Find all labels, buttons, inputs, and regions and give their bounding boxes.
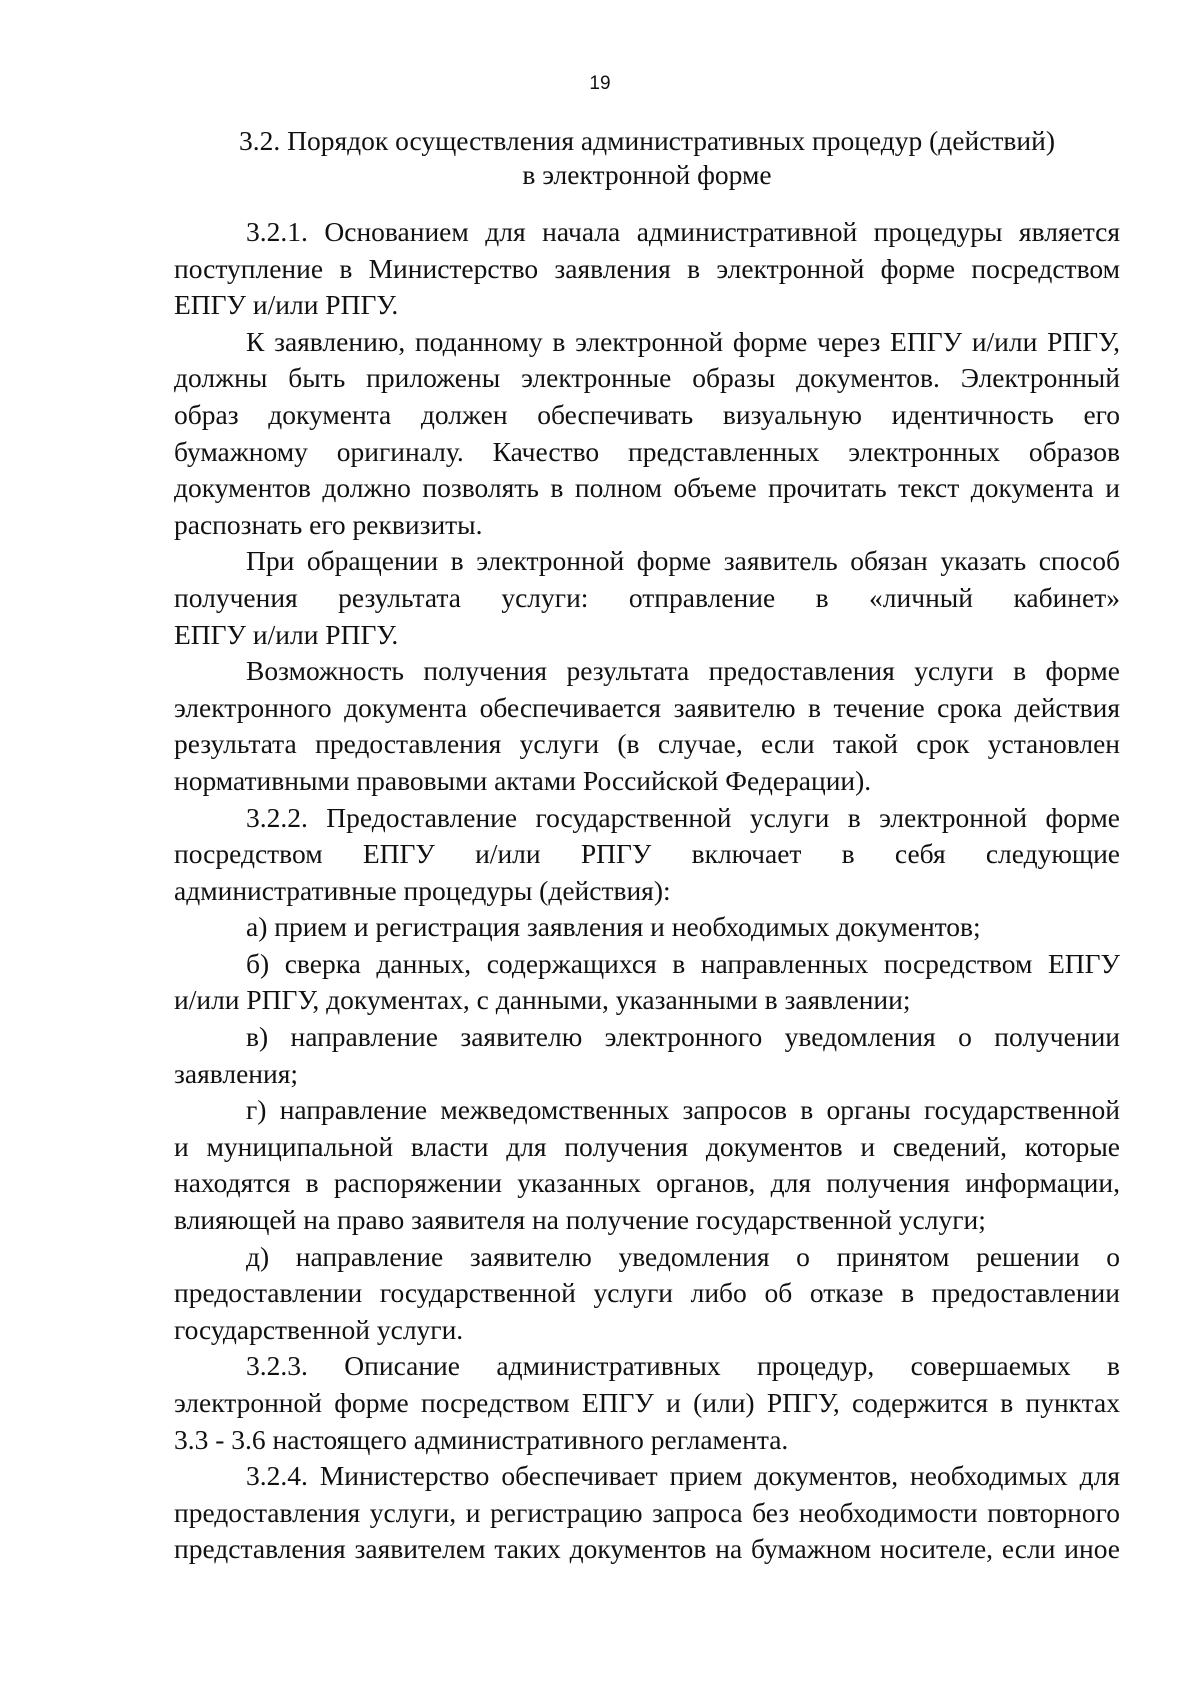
text-line: 3.2.1. Основанием для начала административной процедуры является xyxy=(246,216,1120,247)
text-line: предоставления услуги, и регистрацию запроса без необходимости повторного xyxy=(174,1496,1120,1528)
text-line: ЕПГУ и/или РПГУ. xyxy=(174,289,399,321)
paragraph xyxy=(174,800,1120,910)
text-line: б) сверка данных, содержащихся в направленных посредством ЕПГУ xyxy=(246,947,1120,979)
text-line: должны быть приложены электронные образы документов. Электронный xyxy=(174,362,1120,394)
text-line: Возможность получения результата предоставления услуги в форме xyxy=(246,655,1120,687)
heading-line: 3.2. Порядок осуществления административных процедур (действий) xyxy=(238,125,1056,156)
paragraph xyxy=(174,543,1120,653)
list-item xyxy=(174,1019,1120,1092)
text-line: предоставлении государственной услуги либо об отказе в предоставлении xyxy=(174,1277,1120,1309)
document-body xyxy=(174,214,1120,1568)
list-item xyxy=(174,1239,1120,1349)
text-line: представления заявителем таких документов на бумажном носителе, если иное xyxy=(174,1533,1120,1565)
text-line: административные процедуры (действия): xyxy=(174,874,671,906)
text-line: распознать его реквизиты. xyxy=(174,508,483,540)
text-line: влияющей на право заявителя на получение государственной услуги; xyxy=(174,1204,986,1236)
text-line: 3.2.2. Предоставление государственной услуги в электронной форме xyxy=(246,801,1120,833)
paragraph xyxy=(174,1458,1120,1568)
list-item xyxy=(174,946,1120,1019)
paragraph xyxy=(174,214,1120,324)
paragraph xyxy=(174,653,1120,799)
paragraph xyxy=(174,1348,1120,1458)
text-line: г) направление межведомственных запросов в органы государственной xyxy=(246,1094,1120,1126)
section-heading xyxy=(174,124,1120,192)
list-item xyxy=(174,1092,1120,1238)
text-line: результата предоставления услуги (в случае, если такой срок установлен xyxy=(174,728,1120,760)
list-item xyxy=(174,909,1120,946)
text-line: государственной услуги. xyxy=(174,1313,464,1345)
text-line: При обращении в электронной форме заявитель обязан указать способ xyxy=(246,545,1120,577)
text-line: образ документа должен обеспечивать визуальную идентичность его xyxy=(174,398,1120,430)
text-line: К заявлению, поданному в электронной форме через ЕПГУ и/или РПГУ, xyxy=(246,325,1120,357)
text-line: нормативными правовыми актами Российской Федерации). xyxy=(174,764,872,796)
text-line: и муниципальной власти для получения документов и сведений, которые xyxy=(174,1130,1120,1162)
heading-line: в электронной форме xyxy=(522,159,772,190)
text-line: ЕПГУ и/или РПГУ. xyxy=(174,618,399,650)
text-line: находятся в распоряжении указанных органов, для получения информации, xyxy=(174,1167,1120,1199)
text-line: 3.2.3. Описание административных процедур, совершаемых в xyxy=(246,1350,1120,1382)
page-number: 19 xyxy=(589,73,611,94)
text-line: 3.2.4. Министерство обеспечивает прием документов, необходимых для xyxy=(246,1460,1120,1492)
text-line: бумажному оригиналу. Качество представленных электронных образов xyxy=(174,435,1120,467)
paragraph xyxy=(174,324,1120,544)
text-line: получения результата услуги: отправление в «личный кабинет» xyxy=(174,581,1120,613)
text-line: электронной форме посредством ЕПГУ и (или) РПГУ, содержится в пунктах xyxy=(174,1387,1120,1418)
text-line: заявления; xyxy=(174,1057,298,1089)
text-line: в) направление заявителю электронного уведомления о получении xyxy=(246,1021,1120,1053)
text-line: посредством ЕПГУ и/или РПГУ включает в себя следующие xyxy=(174,838,1120,870)
text-line: документов должно позволять в полном объеме прочитать текст документа и xyxy=(174,472,1120,504)
text-line: и/или РПГУ, документах, с данными, указанными в заявлении; xyxy=(174,984,911,1016)
text-line: электронного документа обеспечивается заявителю в течение срока действия xyxy=(174,691,1120,723)
text-line: д) направление заявителю уведомления о принятом решении о xyxy=(246,1240,1120,1272)
text-line: поступление в Министерство заявления в электронной форме посредством xyxy=(174,252,1120,284)
text-line: а) прием и регистрация заявления и необходимых документов; xyxy=(246,911,981,943)
text-line: 3.3 - 3.6 настоящего административного регламента. xyxy=(174,1423,789,1455)
